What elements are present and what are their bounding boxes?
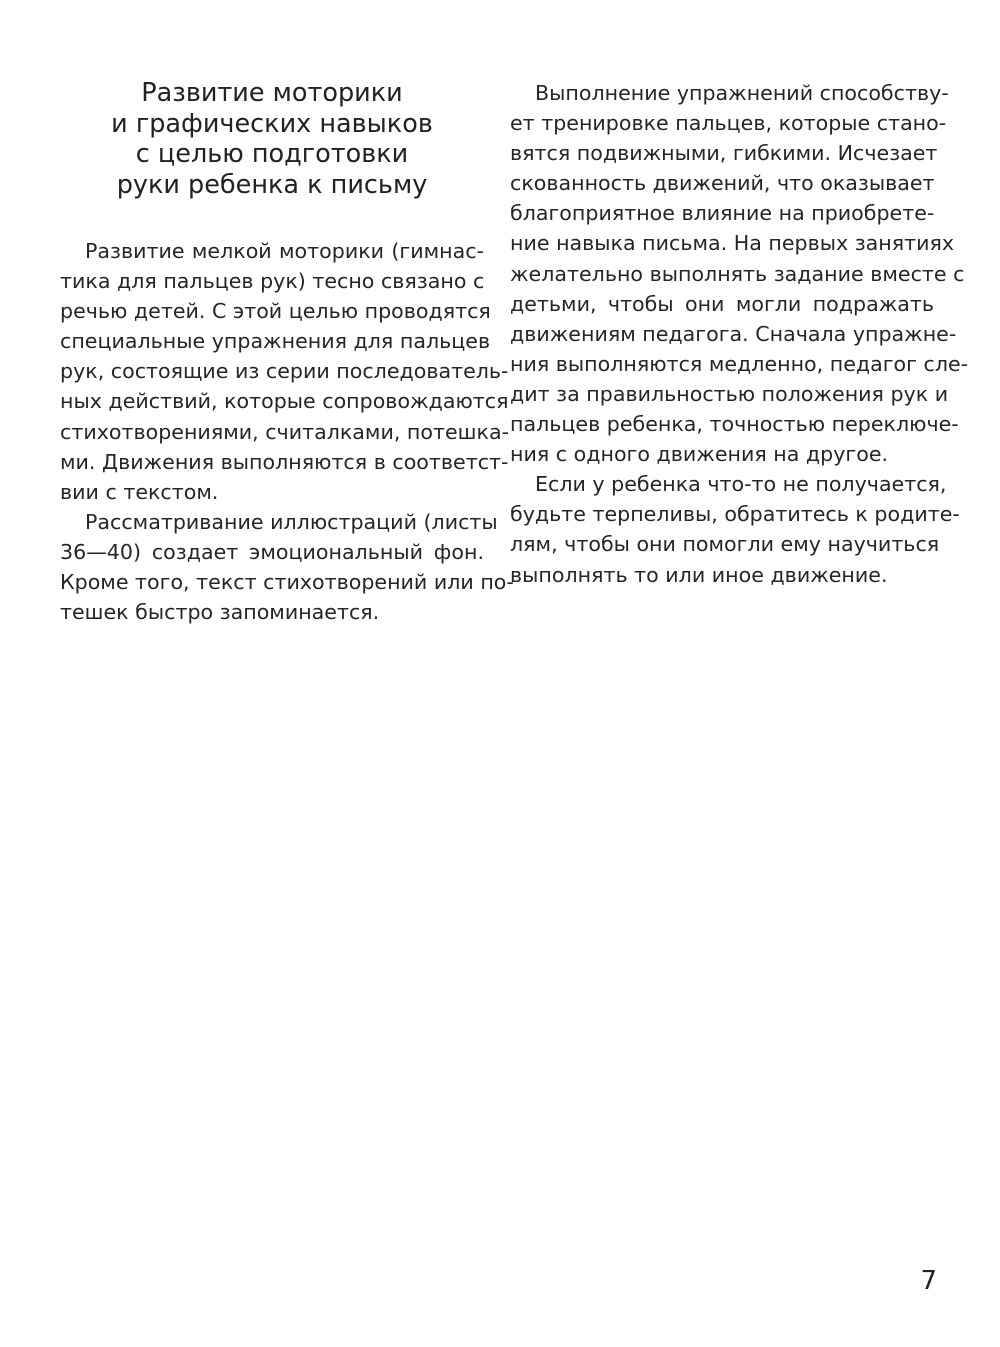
title-line: руки ребенка к письму <box>116 169 428 200</box>
text-line: речью детей. С этой целью проводятся <box>60 299 491 324</box>
text-line: Рассматривание иллюстраций (листы <box>85 509 498 534</box>
text-line: дит за правильностью положения рук и <box>510 381 949 406</box>
text-line: пальцев ребенка, точностью переключе- <box>510 412 959 437</box>
text-line: стихотворениями, считалками, потешка- <box>60 419 510 444</box>
right-paragraph-1 <box>510 78 969 469</box>
left-paragraph-2 <box>60 507 514 627</box>
title-line: Развитие моторики <box>141 78 403 108</box>
page-number: 7 <box>920 1266 937 1296</box>
text-line: тика для пальцев рук) тесно связано с <box>60 269 485 294</box>
title-line: с целью подготовки <box>135 139 409 169</box>
text-line: скованность движений, что оказывает <box>510 171 935 196</box>
text-line: желательно выполнять задание вместе с <box>510 261 965 286</box>
text-line: ми. Движения выполняются в соответст- <box>60 449 509 474</box>
title-line: и графических навыков <box>111 108 433 139</box>
right-column <box>510 78 969 590</box>
text-line: детьми, чтобы они могли подражать <box>510 291 934 316</box>
left-column <box>60 78 514 627</box>
text-line: Кроме того, текст стихотворений или по- <box>60 570 514 595</box>
text-line: Выполнение упражнений способству- <box>535 81 949 105</box>
right-paragraph-2 <box>510 469 960 589</box>
text-line: ния с одного движения на другое. <box>510 442 889 467</box>
text-line: Если у ребенка что-то не получается, <box>535 472 947 497</box>
text-line: выполнять то или иное движение. <box>510 562 888 587</box>
section-title <box>60 78 484 200</box>
text-line: будьте терпеливы, обратитесь к родите- <box>510 502 960 527</box>
left-paragraph-1 <box>60 236 510 507</box>
text-line: ние навыка письма. На первых занятиях <box>510 231 955 256</box>
text-line: вятся подвижными, гибкими. Исчезает <box>510 141 938 166</box>
text-line: 36—40) создает эмоциональный фон. <box>60 539 484 564</box>
text-line: ния выполняются медленно, педагог сле- <box>510 351 969 376</box>
text-line: рук, состоящие из серии последователь- <box>60 359 509 384</box>
text-line: благоприятное влияние на приобрете- <box>510 201 935 226</box>
text-line: тешек быстро запоминается. <box>60 600 380 625</box>
text-line: лям, чтобы они помогли ему научиться <box>510 532 940 557</box>
text-line: движениям педагога. Сначала упражне- <box>510 321 957 346</box>
text-line: ет тренировке пальцев, которые стано- <box>510 111 947 136</box>
text-line: Развитие мелкой моторики (гимнас- <box>85 239 484 263</box>
text-line: специальные упражнения для пальцев <box>60 329 491 354</box>
text-line: ных действий, которые сопровождаются <box>60 389 509 414</box>
text-line: вии с текстом. <box>60 479 219 504</box>
